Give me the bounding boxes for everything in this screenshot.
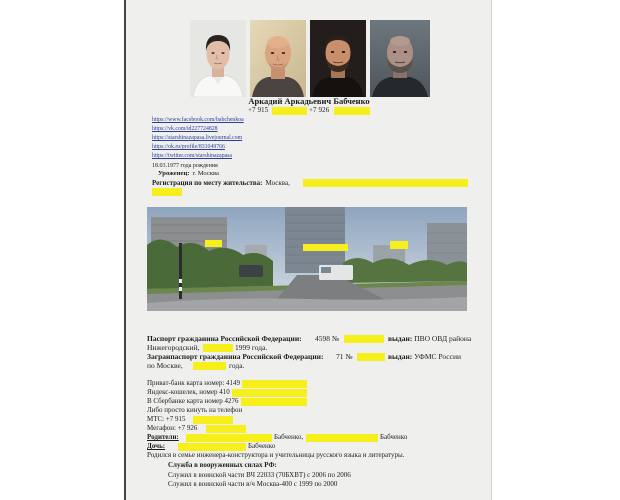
- foreign-passport-label: Загранпаспорт гражданина Российской Федерации:: [147, 352, 324, 361]
- vk-link[interactable]: https://vk.com/id227724828: [152, 126, 218, 132]
- redaction: [193, 416, 233, 424]
- birthplace-value: г. Москва: [192, 170, 219, 177]
- foreign-passport-issued-by: УФМС России: [414, 352, 461, 361]
- portrait-photo-3: [310, 20, 366, 97]
- foreign-passport-issued-by-cont: по Москве,: [147, 361, 183, 370]
- foreign-passport-number-prefix: 71 №: [336, 352, 353, 361]
- passport-issued-by-cont: Нижегородский,: [147, 343, 200, 352]
- redaction: [303, 179, 468, 187]
- passport-issued-line: [388, 335, 471, 343]
- redaction: [206, 425, 246, 433]
- privatbank-card: Приват-банк карта номер: 4149: [147, 379, 241, 387]
- livejournal-link[interactable]: https://starshinazapasa.livejournal.com: [152, 135, 243, 141]
- foreign-passport-issued-line: [388, 353, 461, 361]
- registration-label: Регистрация по месту жительства:: [152, 179, 263, 187]
- daughter-label: Дочь:: [147, 442, 166, 450]
- redaction: [232, 389, 307, 397]
- redaction: [205, 240, 222, 247]
- parent-1-surname: Бабченко,: [274, 433, 304, 441]
- redaction: [203, 344, 233, 352]
- street-photo: [147, 207, 467, 311]
- person-name: Аркадий Аркадьевич Бабченко: [248, 96, 370, 106]
- redaction: [357, 353, 385, 361]
- redaction: [241, 398, 307, 406]
- service-item: Служил в воинской части в/ч Москва-400 с 1999 по 2000: [168, 480, 338, 488]
- portrait-photo-2: [250, 20, 306, 97]
- redaction: [272, 107, 307, 115]
- redaction: [344, 335, 384, 343]
- service-heading: Служба в вооруженных силах РФ:: [168, 461, 277, 469]
- redaction: [306, 434, 378, 442]
- passport-label: Паспорт гражданина Российской Федерации:: [147, 334, 302, 343]
- portrait-photo-1: [190, 20, 246, 97]
- mts-phone: МТС: +7 915: [147, 415, 186, 423]
- redaction: [390, 241, 408, 249]
- birthplace-line: [158, 171, 219, 178]
- yandex-wallet: Яндекс-кошелек, номер 410: [147, 388, 230, 396]
- registration-value: Москва,: [265, 179, 290, 187]
- redaction: [152, 188, 182, 196]
- passport-issue-year: 1999 года.: [235, 343, 268, 352]
- ok-link[interactable]: https://ok.ru/profile/831049766: [152, 144, 225, 150]
- birth-date: 18.03.1977 года рождения: [152, 163, 218, 169]
- redaction: [193, 362, 226, 370]
- sberbank-card: В Сбербанке карта номер 4276: [147, 397, 239, 405]
- twitter-link[interactable]: https://twitter.com/starshinazapasa: [152, 153, 233, 159]
- service-item: Служил в воинской части ВЧ 22033 (70БХВТ) с 2006 по 2006: [168, 471, 351, 479]
- parent-2-surname: Бабченко: [380, 433, 408, 441]
- foreign-passport-issued-label: выдан:: [388, 352, 413, 361]
- portrait-photo-4: [370, 20, 430, 97]
- redaction: [186, 434, 272, 442]
- phone-1-prefix: +7 915: [248, 106, 269, 114]
- phone-transfer-note: Либо просто кинуть на телефон: [147, 406, 243, 414]
- redaction: [242, 380, 307, 388]
- passport-number-prefix: 4598 №: [315, 334, 340, 343]
- megafon-phone: Мегафон: +7 926: [147, 424, 198, 432]
- facebook-link[interactable]: https://www.facebook.com/babchenkoa: [152, 117, 244, 123]
- redaction: [334, 107, 370, 115]
- registration-line: [152, 180, 290, 187]
- redaction: [303, 244, 348, 251]
- redaction: [178, 443, 246, 451]
- passport-issued-label: выдан:: [388, 334, 413, 343]
- daughter-surname: Бабченко: [248, 442, 276, 450]
- foreign-passport-issue-year: года.: [229, 361, 245, 370]
- phone-2-prefix: +7 926: [309, 106, 330, 114]
- passport-issued-by: ПВО ОВД района: [414, 334, 472, 343]
- parents-label: Родители:: [147, 433, 179, 441]
- birthplace-label: Уроженец:: [158, 170, 190, 177]
- family-origin: Родился в семье инженера-конструктора и учительницы русского языка и литературы.: [147, 451, 405, 459]
